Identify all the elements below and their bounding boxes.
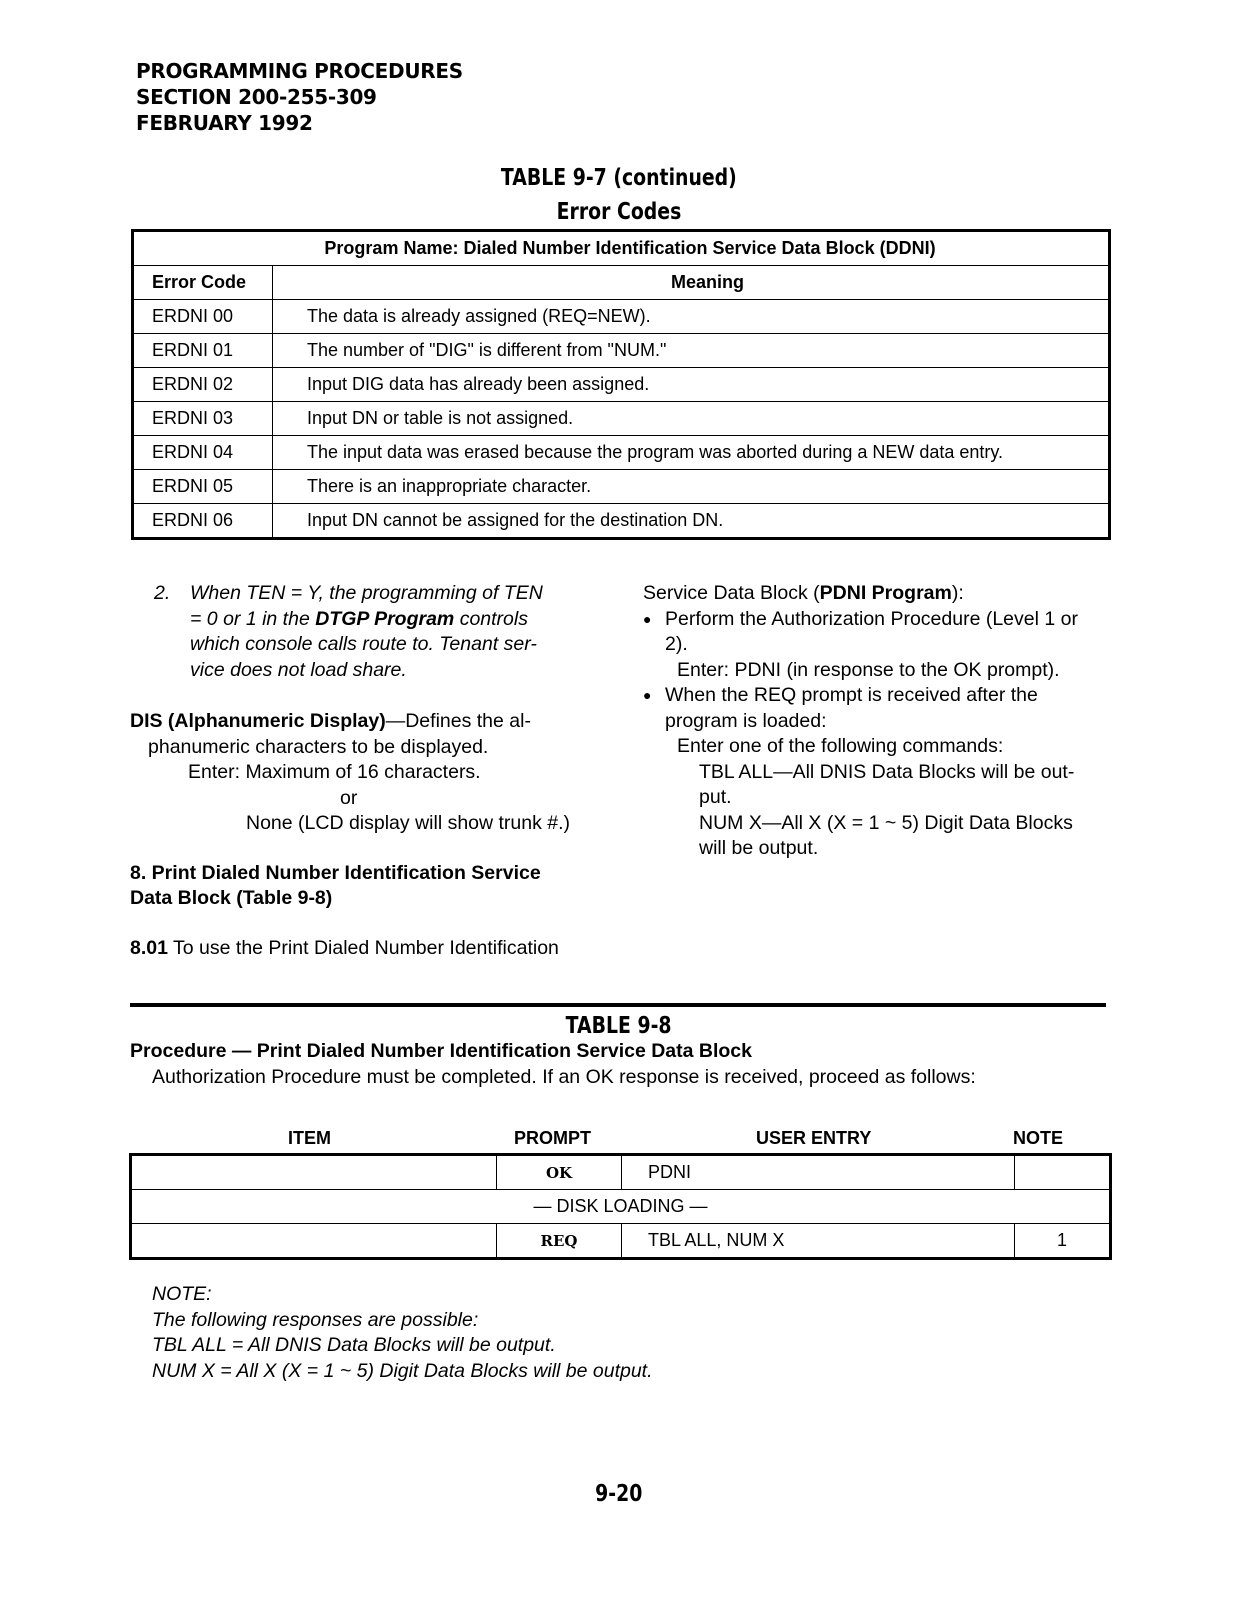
program-name-row [133, 231, 1110, 266]
note-cell: 1 [1015, 1224, 1111, 1259]
bullet-req-prompt: ● When the REQ prompt is received after the program is loaded: Enter one of the following commands: TBL ALL—All DNIS Data Blocks will be out- put. NUM X—All X (X = 1 ~ 5) Digit Data Blocks will be output. [643, 683, 1113, 862]
col-user-entry: USER ENTRY [756, 1128, 872, 1148]
error-code: ERDNI 02 [133, 368, 273, 402]
error-meaning: Input DN or table is not assigned. [273, 402, 1110, 436]
note-line-1: The following responses are possible: [152, 1308, 479, 1331]
error-meaning: The number of "DIG" is different from "NUM." [273, 334, 1110, 368]
procedure-table [129, 1153, 1112, 1260]
disk-loading-row [131, 1190, 1111, 1224]
dis-none: None (LCD display will show trunk #.) [246, 812, 571, 834]
page-header [136, 58, 463, 136]
note-2-line-2: = 0 or 1 in the DTGP Program controls [190, 607, 528, 630]
dis-text: —Defines the al- [385, 710, 531, 732]
paragraph-8-01: 8.01 To use the Print Dialed Number Identification [130, 936, 559, 959]
dis-enter: Enter: Maximum of 16 characters. [188, 761, 481, 783]
page-number: 9-20 [594, 1481, 643, 1507]
table-row [133, 436, 1110, 470]
table-9-8-authorization: Authorization Procedure must be completed. If an OK response is received, proceed as follows: [152, 1066, 976, 1088]
error-code: ERDNI 03 [133, 402, 273, 436]
col-error-code: Error Code [133, 266, 273, 300]
error-code: ERDNI 06 [133, 504, 273, 539]
dis-or: or [340, 786, 358, 809]
procedure-bullets [643, 607, 1113, 862]
left-column [130, 581, 600, 961]
note-line-2: TBL ALL = All DNIS Data Blocks will be output. [152, 1334, 556, 1356]
section-8-heading: 8. Print Dialed Number Identification Service Data Block (Table 9-8) [130, 861, 541, 909]
item-cell [131, 1224, 497, 1259]
prompt-cell: REQ [497, 1224, 622, 1259]
note-2-line-4: vice does not load share. [190, 658, 407, 681]
table-row [133, 300, 1110, 334]
dis-text-2: phanumeric characters to be displayed. [148, 735, 489, 758]
program-name: Program Name: Dialed Number Identification Service Data Block (DDNI) [133, 231, 1110, 266]
table-row [133, 470, 1110, 504]
col-note: NOTE [1013, 1128, 1064, 1148]
item-cell [131, 1155, 497, 1190]
table-note [152, 1282, 653, 1384]
error-meaning: There is an inappropriate character. [273, 470, 1110, 504]
col-item: ITEM [288, 1128, 331, 1148]
col-meaning: Meaning [273, 266, 1110, 300]
table-row [131, 1155, 1111, 1190]
table-9-7-subtitle: Error Codes [556, 199, 681, 225]
table-9-8-procedure: Procedure — Print Dialed Number Identification Service Data Block [130, 1040, 753, 1062]
header-line-3: FEBRUARY 1992 [136, 111, 313, 135]
dis-definition [130, 709, 600, 837]
error-meaning: The input data was erased because the program was aborted during a NEW data entry. [273, 436, 1110, 470]
header-line-1: PROGRAMMING PROCEDURES [136, 59, 463, 83]
section-divider [130, 1003, 1106, 1007]
col-prompt: PROMPT [514, 1128, 592, 1148]
error-code: ERDNI 00 [133, 300, 273, 334]
note-line-3: NUM X = All X (X = 1 ~ 5) Digit Data Blocks will be output. [152, 1359, 653, 1382]
error-meaning: Input DN cannot be assigned for the destination DN. [273, 504, 1110, 539]
note-2-line-3: which console calls route to. Tenant ser- [190, 633, 537, 655]
error-code: ERDNI 05 [133, 470, 273, 504]
error-meaning: Input DIG data has already been assigned. [273, 368, 1110, 402]
disk-loading: — DISK LOADING — [131, 1190, 1111, 1224]
table-row [133, 504, 1110, 539]
header-line-2: SECTION 200-255-309 [136, 85, 377, 109]
table-9-8-title: TABLE 9-8 [565, 1013, 672, 1039]
right-line-1: Service Data Block (PDNI Program): [643, 582, 964, 604]
column-header-row [133, 266, 1110, 300]
error-meaning: The data is already assigned (REQ=NEW). [273, 300, 1110, 334]
prompt-cell: OK [497, 1155, 622, 1190]
right-column [643, 581, 1113, 862]
bullet-authorization: ● Perform the Authorization Procedure (Level 1 or 2). Enter: PDNI (in response to the OK prompt). [643, 607, 1113, 684]
note-2 [130, 581, 600, 683]
table-9-7-title: TABLE 9-7 (continued) [500, 165, 737, 191]
user-entry-cell: TBL ALL, NUM X [622, 1224, 1015, 1259]
error-codes-table [131, 229, 1111, 540]
error-code: ERDNI 04 [133, 436, 273, 470]
note-2-number: 2. [154, 582, 171, 604]
note-label: NOTE: [152, 1283, 212, 1305]
table-row [133, 368, 1110, 402]
note-2-line-1: When TEN = Y, the programming of TEN [190, 582, 543, 604]
user-entry-cell: PDNI [622, 1155, 1015, 1190]
note-cell [1015, 1155, 1111, 1190]
dis-term: DIS (Alphanumeric Display) [130, 710, 386, 732]
table-row [133, 402, 1110, 436]
error-code: ERDNI 01 [133, 334, 273, 368]
table-row [131, 1224, 1111, 1259]
table-row [133, 334, 1110, 368]
